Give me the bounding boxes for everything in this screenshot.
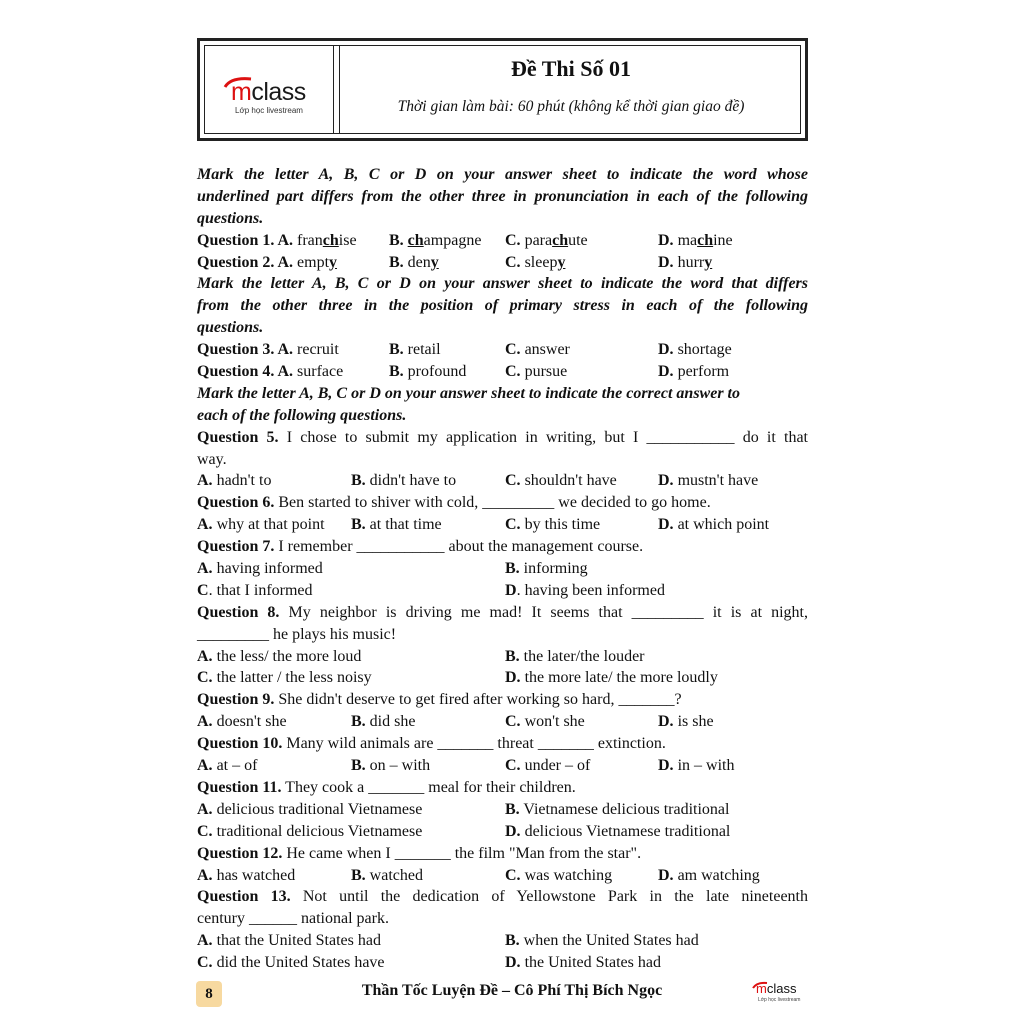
instruction-line: Mark the letter A, B, C or D on your answer sheet to indicate the word whose	[197, 166, 808, 183]
question-11-options-cd	[197, 821, 808, 843]
question-11-options-ab	[197, 799, 808, 821]
question-7-stem: Question 7. I remember ___________ about the management course.	[197, 538, 644, 556]
option-d: D. in – with	[658, 757, 735, 775]
logo-wordmark: mclass	[231, 78, 306, 106]
question-11-stem: Question 11. They cook a _______ meal for their children.	[197, 778, 576, 796]
option-b: B. Vietnamese delicious traditional	[505, 800, 730, 818]
question-6-stem: Question 6. Ben started to shiver with cold, _________ we decided to go home.	[197, 494, 711, 512]
instruction-line: from the other three in the position of primary stress in each of the following	[197, 297, 808, 315]
question-8-options-ab	[197, 646, 808, 668]
question-3-options	[197, 339, 808, 361]
option-a: Question 2. A. empty	[197, 253, 338, 271]
option-b: B. the later/the louder	[505, 647, 645, 665]
question-12-options	[197, 865, 808, 887]
option-a: A. the less/ the more loud	[197, 647, 362, 665]
option-b: B. on – with	[351, 757, 431, 775]
exam-content	[197, 164, 808, 974]
option-b: B. when the United States had	[505, 932, 699, 950]
option-d: D. delicious Vietnamese traditional	[505, 822, 731, 840]
option-b: B. did she	[351, 713, 416, 731]
option-c: C. did the United States have	[197, 954, 385, 972]
logo-tagline: Lớp học livestream	[235, 106, 303, 115]
page-number: 8	[196, 981, 222, 1007]
question-1-options	[197, 230, 808, 252]
option-d: D. the more late/ the more loudly	[505, 669, 718, 687]
question-7-options-ab	[197, 558, 808, 580]
option-d: D. the United States had	[505, 954, 661, 972]
question-13-stem-cont: century ______ national park.	[197, 910, 389, 928]
footer-mclass-logo	[752, 981, 808, 1007]
option-c: C. sleepy	[505, 253, 566, 271]
question-8-stem: Question 8. My neighbor is driving me mad! It seems that _________ it is at night,	[197, 603, 809, 621]
option-a: Question 3. A. recruit	[197, 341, 339, 359]
question-8-options-cd	[197, 667, 808, 689]
option-d: D. hurry	[658, 253, 713, 271]
page-footer	[0, 978, 1024, 1014]
option-b: B. profound	[389, 363, 467, 381]
instruction-line: each of the following questions.	[197, 406, 407, 424]
question-12-stem: Question 12. He came when I _______ the film "Man from the star".	[197, 844, 642, 862]
instruction-line: questions.	[197, 319, 264, 337]
option-a: A. having informed	[197, 560, 323, 578]
option-a: A. hadn't to	[197, 472, 272, 490]
option-c: C. that I informed	[197, 581, 313, 599]
question-4-options	[197, 361, 808, 383]
option-c: C. under – of	[505, 757, 591, 775]
footer-logo-tagline: Lớp học livestream	[758, 997, 801, 1003]
option-b: B. champagne	[389, 231, 482, 249]
option-b: B. didn't have to	[351, 472, 457, 490]
question-5-options	[197, 470, 808, 492]
option-b: B. informing	[505, 560, 588, 578]
option-b: B. watched	[351, 866, 423, 884]
option-c: C. parachute	[505, 231, 588, 249]
question-9-stem: Question 9. She didn't deserve to get fired after working so hard, _______?	[197, 691, 682, 709]
option-b: B. at that time	[351, 516, 442, 534]
option-b: B. deny	[389, 253, 439, 271]
option-a: A. at – of	[197, 757, 258, 775]
question-7-options-cd	[197, 580, 808, 602]
option-c: C. by this time	[505, 516, 601, 534]
question-10-stem: Question 10. Many wild animals are _______ threat _______ extinction.	[197, 735, 666, 753]
option-c: C. shouldn't have	[505, 472, 617, 490]
question-13-options-cd	[197, 952, 808, 974]
option-c: C. the latter / the less noisy	[197, 669, 372, 687]
question-13-options-ab	[197, 930, 808, 952]
option-d: D. shortage	[658, 341, 732, 359]
question-9-options	[197, 711, 808, 733]
question-13-stem: Question 13. Not until the dedication of Yellowstone Park in the late nineteenth	[197, 888, 809, 906]
question-5-stem-cont: way.	[197, 450, 227, 468]
option-a: A. has watched	[197, 866, 296, 884]
option-d: D. at which point	[658, 516, 770, 534]
option-d: D. machine	[658, 231, 733, 249]
option-c: C. traditional delicious Vietnamese	[197, 822, 423, 840]
question-10-options	[197, 755, 808, 777]
footer-book-title: Thần Tốc Luyện Đề – Cô Phí Thị Bích Ngọc	[361, 982, 663, 999]
option-a: A. doesn't she	[197, 713, 287, 731]
exam-title: Đề Thi Số 01	[510, 56, 631, 81]
option-b: B. retail	[389, 341, 441, 359]
header-inner-frame	[204, 45, 801, 134]
footer-logo-wordmark: mclass	[756, 981, 797, 996]
instruction-line: Mark the letter A, B, C or D on your answer sheet to indicate the correct answer to	[197, 384, 740, 402]
option-d: D. mustn't have	[658, 472, 759, 490]
instruction-line: Mark the letter A, B, C or D on your answer sheet to indicate the word that differs	[197, 275, 808, 293]
option-c: C. answer	[505, 341, 570, 359]
instruction-line: questions.	[197, 209, 264, 227]
option-d: D. am watching	[658, 866, 760, 884]
question-6-options	[197, 514, 808, 536]
option-a: Question 1. A. franchise	[197, 231, 357, 249]
mclass-logo	[221, 76, 321, 120]
option-c: C. won't she	[505, 713, 585, 731]
header-divider	[333, 46, 340, 133]
question-5-stem: Question 5. I chose to submit my application in writing, but I ___________ do it that	[197, 428, 808, 446]
option-c: C. pursue	[505, 363, 568, 381]
option-a: A. why at that point	[197, 516, 325, 534]
exam-time-note: Thời gian làm bài: 60 phút (không kể thời gian giao đề)	[397, 98, 745, 115]
question-2-options	[197, 252, 808, 274]
option-d: D. perform	[658, 363, 730, 381]
option-a: Question 4. A. surface	[197, 363, 344, 381]
option-a: A. that the United States had	[197, 932, 381, 950]
exam-header	[197, 38, 808, 141]
option-c: C. was watching	[505, 866, 613, 884]
option-d: D. is she	[658, 713, 714, 731]
option-d: D. having been informed	[505, 581, 665, 599]
option-a: A. delicious traditional Vietnamese	[197, 800, 423, 818]
instruction-line: underlined part differs from the other three in pronunciation in each of the following	[197, 187, 808, 205]
question-8-stem-cont: _________ he plays his music!	[197, 625, 397, 643]
